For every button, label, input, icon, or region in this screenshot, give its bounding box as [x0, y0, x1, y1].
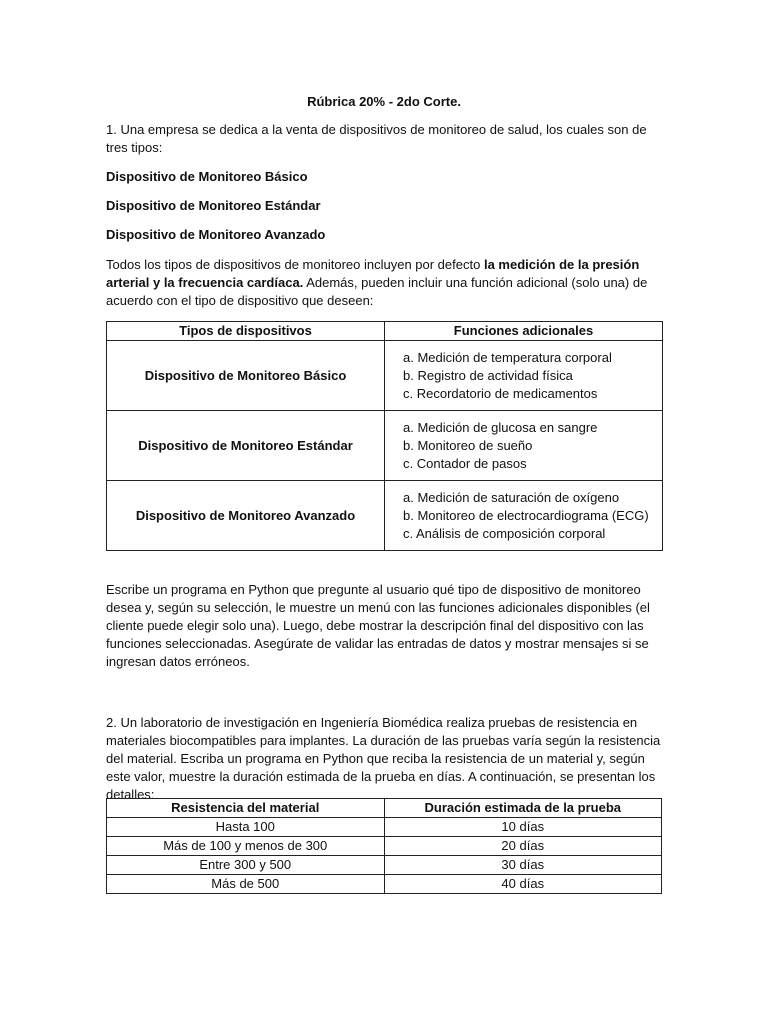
- function-item: a. Medición de saturación de oxígeno: [403, 489, 620, 505]
- functions-cell: [385, 481, 663, 551]
- function-item: c. Contador de pasos: [403, 455, 527, 471]
- function-item: a. Medición de glucosa en sangre: [403, 419, 598, 435]
- q1-paragraph-prefix: Todos los tipos de dispositivos de monitoreo incluyen por defecto: [106, 257, 484, 272]
- resistance-cell: Más de 500: [107, 875, 385, 894]
- table-row: [107, 875, 662, 894]
- q1-intro: 1. Una empresa se dedica a la venta de dispositivos de monitoreo de salud, los cuales son de tres tipos:: [106, 122, 647, 155]
- q1-paragraph-suffix: Además, pueden incluir una función adicional (solo una) de acuerdo con el tipo de dispositivo que deseen:: [106, 275, 648, 308]
- function-item: b. Monitoreo de electrocardiograma (ECG): [403, 507, 649, 523]
- duration-cell: 10 días: [384, 818, 662, 837]
- device-type-standard: Dispositivo de Monitoreo Estándar: [106, 198, 321, 213]
- table-row: [107, 837, 662, 856]
- table-row: [107, 341, 663, 411]
- function-item: b. Monitoreo de sueño: [403, 437, 533, 453]
- q1-task: Escribe un programa en Python que pregunte al usuario qué tipo de dispositivo de monitoreo desea y, según su selección, le muestre un menú con las funciones adicionales disponibles (el cliente puede elegir solo una). Luego, debe mostrar la descripción final del dispositivo con las funciones seleccionadas. Asegúrate de validar las entradas de datos y mostrar mensajes si se ingresan datos erróneos.: [106, 582, 650, 669]
- duration-cell: 20 días: [384, 837, 662, 856]
- table-row: [107, 856, 662, 875]
- table-row: [107, 411, 663, 481]
- q2-intro: 2. Un laboratorio de investigación en Ingeniería Biomédica realiza pruebas de resistencia en materiales biocompatibles para implantes. La duración de las pruebas varía según la resistencia del material. Escriba un programa en Python que reciba la resistencia de un material y, según este valor, muestre la duración estimada de la prueba en días. A continuación, se presentan los detalles:: [106, 715, 661, 802]
- devices-table-header: Tipos de dispositivos: [107, 322, 385, 341]
- function-item: c. Análisis de composición corporal: [403, 525, 606, 541]
- table-row: [107, 818, 662, 837]
- resistance-table-header-row: [107, 799, 662, 818]
- functions-cell: [385, 341, 663, 411]
- device-type-advanced: Dispositivo de Monitoreo Avanzado: [106, 227, 326, 242]
- device-type-basic: Dispositivo de Monitoreo Básico: [106, 169, 308, 184]
- device-name-cell: Dispositivo de Monitoreo Básico: [107, 341, 385, 411]
- resistance-table-header: Duración estimada de la prueba: [384, 799, 662, 818]
- function-item: b. Registro de actividad física: [403, 367, 573, 383]
- resistance-table: [106, 798, 662, 894]
- device-name-cell: Dispositivo de Monitoreo Avanzado: [107, 481, 385, 551]
- devices-table-header: Funciones adicionales: [385, 322, 663, 341]
- document-title: Rúbrica 20% - 2do Corte.: [307, 94, 461, 109]
- resistance-cell: Hasta 100: [107, 818, 385, 837]
- duration-cell: 30 días: [384, 856, 662, 875]
- devices-table-header-row: [107, 322, 663, 341]
- duration-cell: 40 días: [384, 875, 662, 894]
- function-item: a. Medición de temperatura corporal: [403, 349, 612, 365]
- devices-table: [106, 321, 663, 551]
- functions-cell: [385, 411, 663, 481]
- resistance-table-header: Resistencia del material: [107, 799, 385, 818]
- q1-paragraph-bold: la medición de la presión arterial y la frecuencia cardíaca.: [106, 257, 640, 290]
- q1-paragraph: [106, 256, 662, 310]
- resistance-cell: Más de 100 y menos de 300: [107, 837, 385, 856]
- function-item: c. Recordatorio de medicamentos: [403, 385, 598, 401]
- device-name-cell: Dispositivo de Monitoreo Estándar: [107, 411, 385, 481]
- table-row: [107, 481, 663, 551]
- resistance-cell: Entre 300 y 500: [107, 856, 385, 875]
